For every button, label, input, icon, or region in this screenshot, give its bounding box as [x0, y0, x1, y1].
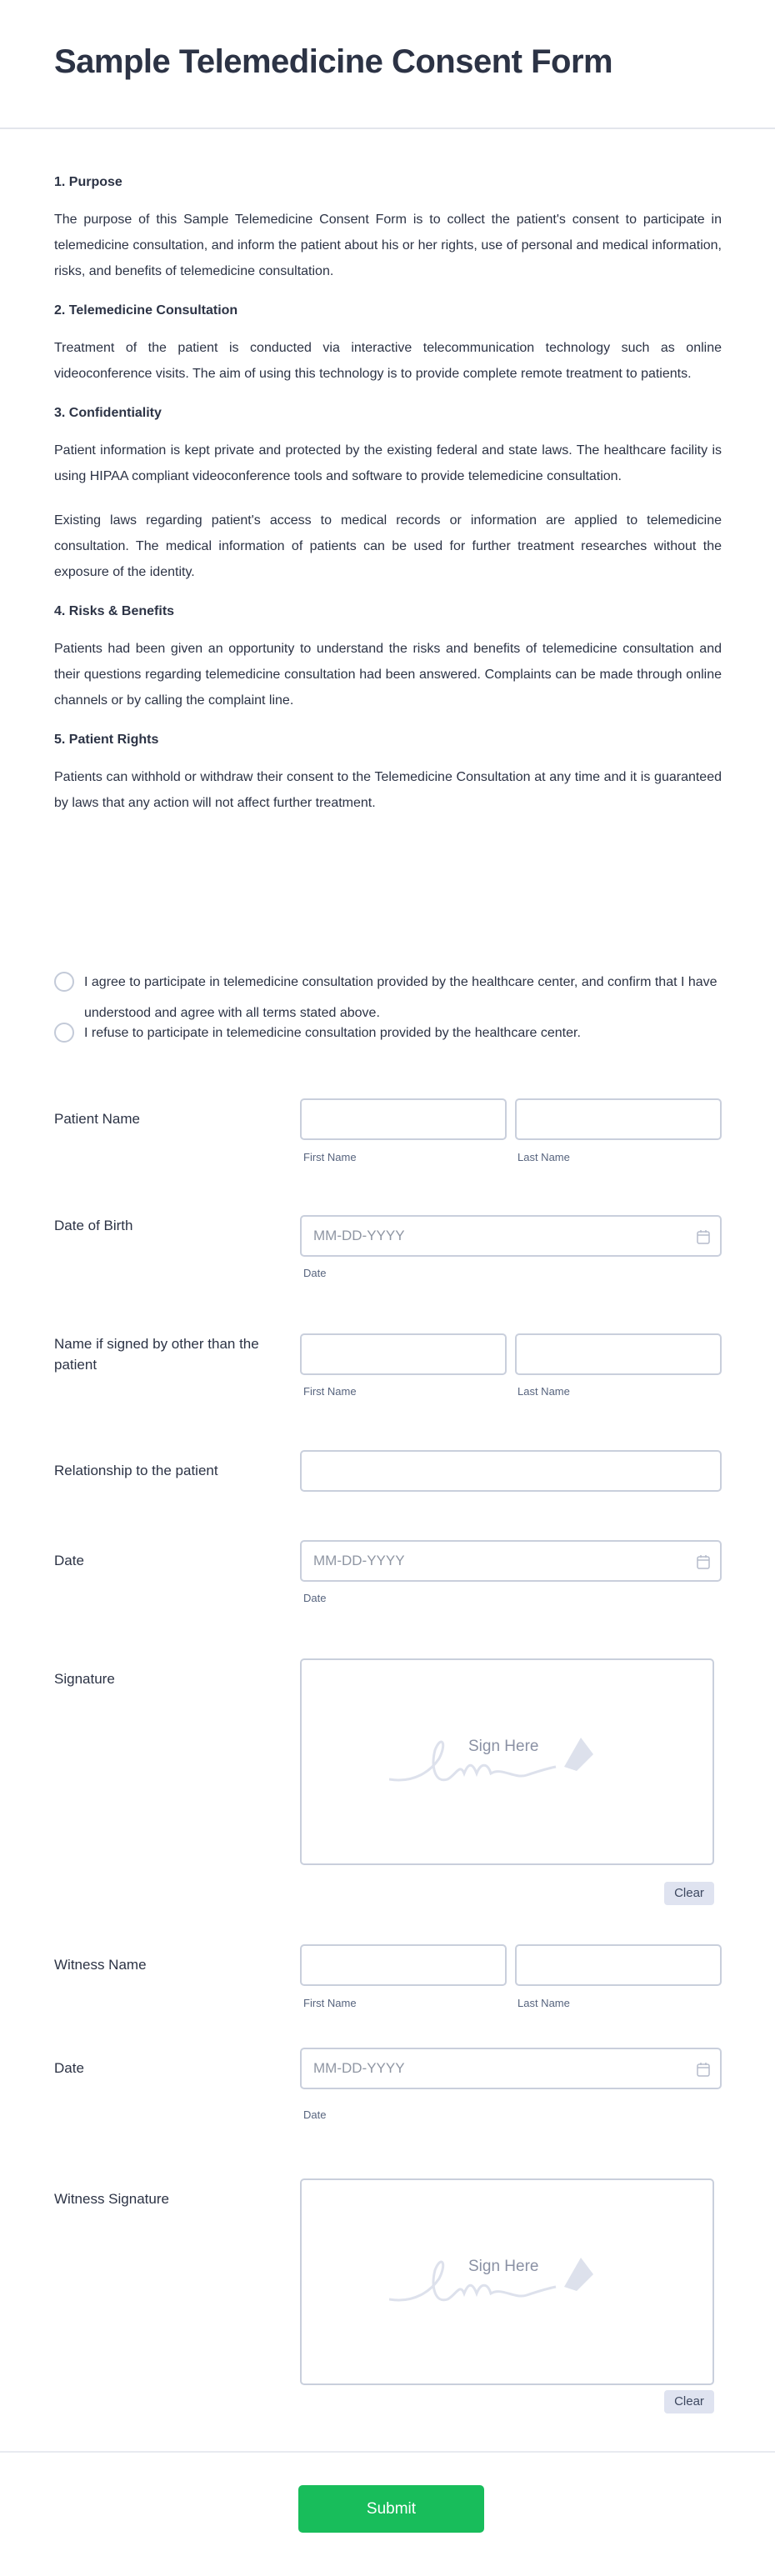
- signature-pen-icon: [389, 2253, 631, 2312]
- witness-last-name-input[interactable]: [515, 1944, 722, 1986]
- first-name-sublabel: First Name: [303, 1385, 357, 1398]
- submit-button[interactable]: Submit: [298, 2485, 484, 2533]
- section-heading: 2. Telemedicine Consultation: [54, 303, 238, 318]
- section-paragraph: Treatment of the patient is conducted via interactive telecommunication technology such as online videoconference visits. The aim of using this technology is to provide complete remote treatment to patients.: [54, 341, 722, 381]
- patient-name-label: Patient Name: [54, 1111, 140, 1127]
- signature-pad[interactable]: [300, 1658, 714, 1865]
- calendar-icon[interactable]: [697, 2062, 710, 2077]
- first-name-sublabel: First Name: [303, 1997, 357, 2009]
- relationship-input[interactable]: [300, 1450, 722, 1492]
- page-title: Sample Telemedicine Consent Form: [54, 43, 613, 80]
- other-first-name-input[interactable]: [300, 1333, 507, 1375]
- witness-signature-label: Witness Signature: [54, 2191, 169, 2207]
- form-footer: [0, 2451, 775, 2576]
- sign-here-hint: Sign Here: [468, 1738, 539, 1755]
- calendar-icon[interactable]: [697, 1554, 710, 1569]
- section-paragraph: The purpose of this Sample Telemedicine Consent Form is to collect the patient's consent to participate in telemedicine consultation, and inform the patient about his or her rights, use of personal and medical information, risks, and benefits of telemedicine consultation.: [54, 213, 722, 278]
- consent-refuse-option[interactable]: [54, 1018, 738, 1048]
- dob-placeholder: MM-DD-YYYY: [313, 1228, 405, 1243]
- sign-here-hint: Sign Here: [468, 2258, 539, 2275]
- date-placeholder: MM-DD-YYYY: [313, 2060, 405, 2076]
- witness-signature-pad[interactable]: [300, 2178, 714, 2385]
- section-paragraph: Patients had been given an opportunity to understand the risks and benefits of telemedicine consultation and their questions regarding telemedicine consultation had been answered. Complaints can be made through online channels or by calling the complaint line.: [54, 642, 722, 708]
- calendar-icon[interactable]: [697, 1229, 710, 1244]
- witness-name-label: Witness Name: [54, 1957, 147, 1973]
- witness-first-name-input[interactable]: [300, 1944, 507, 1986]
- patient-last-name-input[interactable]: [515, 1098, 722, 1140]
- witness-date-label: Date: [54, 2060, 84, 2076]
- consent-text: [54, 169, 722, 829]
- witness-date-input[interactable]: [300, 2048, 722, 2089]
- last-name-sublabel: Last Name: [518, 1151, 570, 1163]
- signature-label: Signature: [54, 1671, 115, 1687]
- signature-pen-icon: [389, 1733, 631, 1792]
- last-name-sublabel: Last Name: [518, 1997, 570, 2009]
- section-paragraph: Existing laws regarding patient's access to medical records or information are applied to telemedicine consultation. The medical information of patients can be used for further treatment researches without the exposure of the identity.: [54, 513, 722, 579]
- agree-radio[interactable]: [54, 972, 74, 992]
- refuse-label: I refuse to participate in telemedicine consultation provided by the healthcare center.: [84, 1026, 581, 1040]
- other-last-name-input[interactable]: [515, 1333, 722, 1375]
- date-label: Date: [54, 1553, 84, 1568]
- clear-signature-button[interactable]: Clear: [664, 1882, 714, 1905]
- clear-witness-signature-button[interactable]: Clear: [664, 2390, 714, 2413]
- other-name-label: Name if signed by other than the patient: [54, 1336, 259, 1373]
- first-name-sublabel: First Name: [303, 1151, 357, 1163]
- dob-input[interactable]: [300, 1215, 722, 1257]
- date-input[interactable]: [300, 1540, 722, 1582]
- section-paragraph: Patient information is kept private and protected by the existing federal and state laws. The healthcare facility is using HIPAA compliant videoconference tools and software to provide telemedicine consultation.: [54, 443, 722, 483]
- section-heading: 1. Purpose: [54, 175, 122, 189]
- section-heading: 4. Risks & Benefits: [54, 604, 175, 618]
- agree-label: I agree to participate in telemedicine consultation provided by the healthcare center, and confirm that I have understood and agree with all terms stated above.: [84, 975, 718, 1020]
- dob-sublabel: Date: [303, 1267, 327, 1279]
- relationship-label: Relationship to the patient: [54, 1463, 218, 1478]
- form-header: [0, 0, 775, 129]
- date-sublabel: Date: [303, 2108, 327, 2121]
- section-heading: 3. Confidentiality: [54, 406, 162, 420]
- dob-label: Date of Birth: [54, 1218, 133, 1233]
- patient-first-name-input[interactable]: [300, 1098, 507, 1140]
- section-heading: 5. Patient Rights: [54, 733, 159, 747]
- last-name-sublabel: Last Name: [518, 1385, 570, 1398]
- date-sublabel: Date: [303, 1592, 327, 1604]
- section-paragraph: Patients can withhold or withdraw their consent to the Telemedicine Consultation at any time and it is guaranteed by laws that any action will not affect further treatment.: [54, 770, 722, 810]
- refuse-radio[interactable]: [54, 1023, 74, 1043]
- date-placeholder: MM-DD-YYYY: [313, 1553, 405, 1568]
